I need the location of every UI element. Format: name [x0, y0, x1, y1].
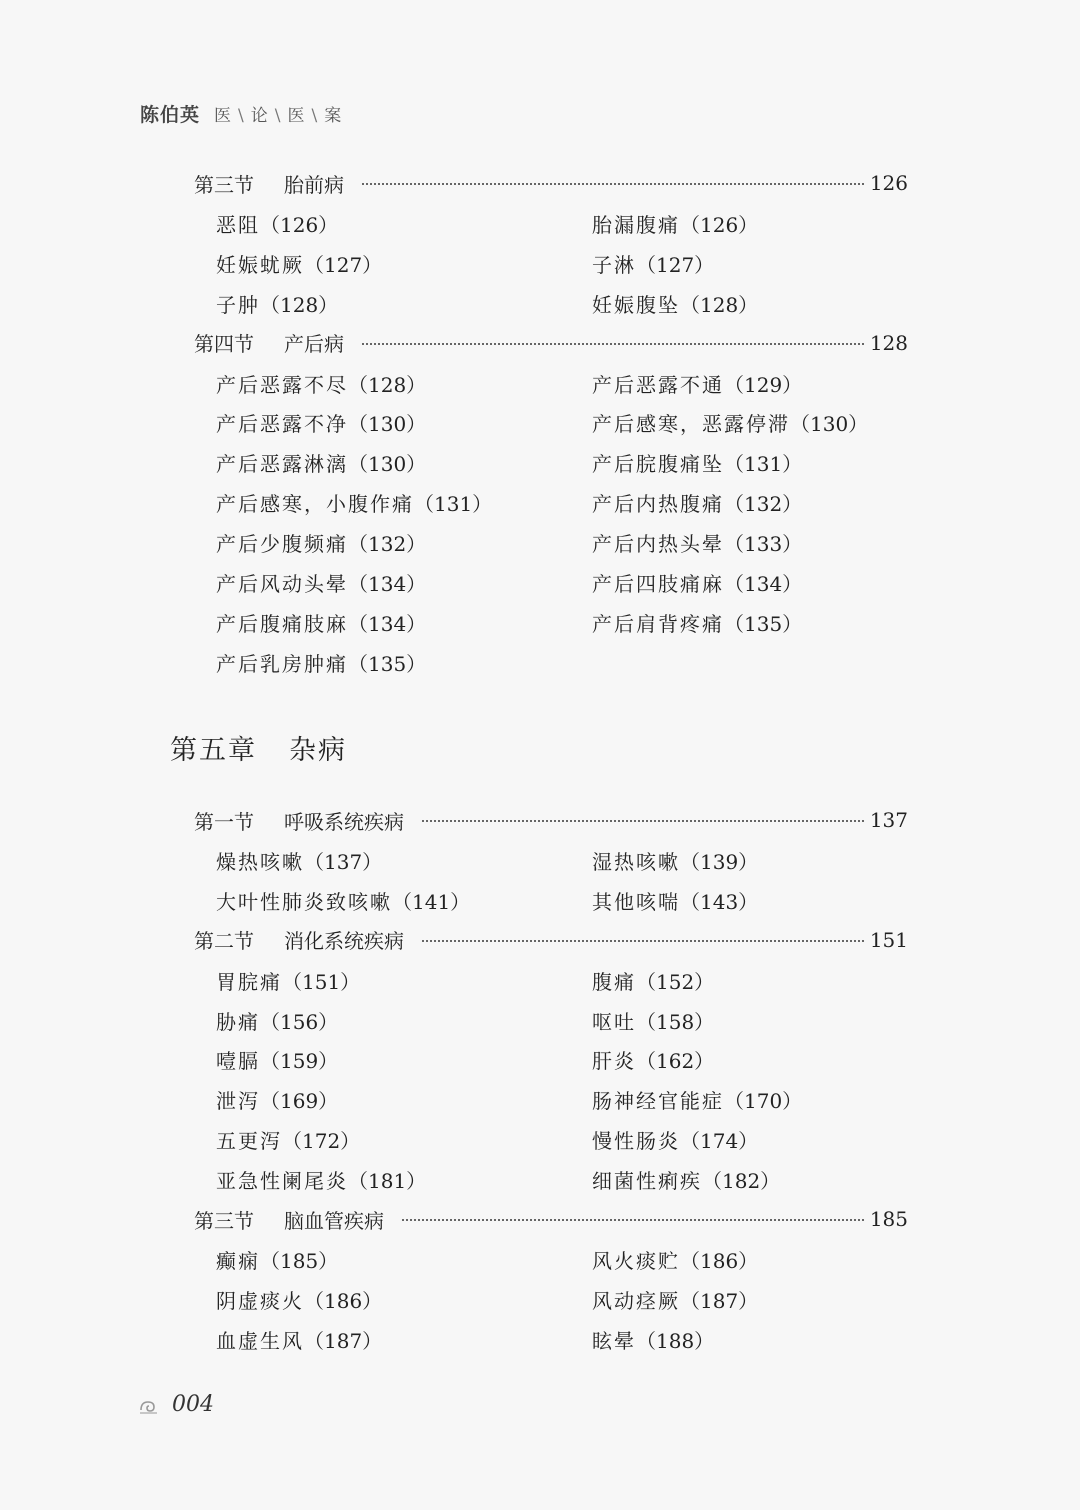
- entry-title: 风动痉厥: [592, 1288, 680, 1313]
- toc-entry[interactable]: [592, 369, 802, 398]
- entry-title: 产后恶露不净: [216, 412, 348, 437]
- entry-page: （128）: [348, 372, 427, 397]
- section-title: 呼吸系统疾病: [284, 809, 404, 834]
- entry-title: 产后感寒，小腹作痛: [216, 492, 414, 517]
- entry-title: 胁痛: [216, 1009, 260, 1034]
- entry-title: 亚急性阑尾炎: [216, 1169, 348, 1194]
- entry-title: 风火痰贮: [592, 1248, 680, 1273]
- entry-page: （131）: [414, 492, 493, 517]
- entry-page: （172）: [282, 1129, 361, 1154]
- toc-entry[interactable]: [216, 369, 426, 398]
- section-number: 第一节: [194, 809, 254, 834]
- header-separator: \: [274, 106, 281, 126]
- entry-title: 慢性肠炎: [592, 1129, 680, 1154]
- entry-page: （128）: [680, 292, 759, 317]
- entry-title: 胎漏腹痛: [592, 212, 680, 237]
- entry-title: 眩晕: [592, 1328, 636, 1353]
- section-page-number: 128: [869, 330, 908, 355]
- section-page-number: 137: [869, 808, 908, 832]
- entry-title: 产后内热腹痛: [592, 492, 724, 517]
- entry-title: 产后腹痛肢麻: [216, 611, 348, 636]
- entry-page: （126）: [260, 212, 339, 237]
- entry-page: （187）: [304, 1328, 383, 1353]
- header-separator: \: [311, 106, 318, 126]
- entry-page: （174）: [680, 1129, 759, 1154]
- entry-page: （182）: [702, 1169, 781, 1194]
- section-number: 第三节: [194, 172, 254, 197]
- entry-title: 五更泻: [216, 1129, 282, 1154]
- entry-page: （131）: [724, 452, 803, 477]
- chapter-number: 第五章: [170, 735, 257, 766]
- toc-entry[interactable]: [592, 886, 758, 915]
- section-number: 第二节: [194, 929, 254, 954]
- toc-entry[interactable]: [592, 249, 714, 278]
- entry-page: （186）: [680, 1248, 759, 1273]
- entry-page: （133）: [724, 532, 803, 557]
- header-char: 案: [324, 106, 342, 126]
- entry-title: 癫痫: [216, 1248, 260, 1273]
- toc-entry[interactable]: [216, 1325, 382, 1354]
- entry-title: 妊娠蚘厥: [216, 252, 304, 277]
- entry-title: 产后四肢痛麻: [592, 572, 724, 596]
- section-heading[interactable]: [194, 925, 908, 955]
- toc-entry[interactable]: [216, 1085, 338, 1114]
- toc-entry[interactable]: [592, 1085, 802, 1114]
- chapter-title: 杂病: [289, 735, 347, 766]
- dot-leader: [422, 820, 864, 822]
- toc-entry[interactable]: [216, 209, 338, 238]
- toc-entry[interactable]: [592, 846, 758, 875]
- entry-page: （139）: [680, 849, 759, 874]
- header-book-title: [214, 101, 341, 126]
- entry-title: 细菌性痢疾: [592, 1169, 702, 1194]
- entry-page: （132）: [348, 532, 427, 557]
- entry-title: 燥热咳嗽: [216, 849, 304, 874]
- entry-title: 产后脘腹痛坠: [592, 452, 724, 477]
- section-number: 第四节: [194, 332, 254, 357]
- entry-page: （130）: [348, 412, 427, 437]
- entry-title: 血虚生风: [216, 1328, 304, 1353]
- dot-leader: [422, 940, 864, 942]
- section-page-number: 185: [869, 1207, 908, 1231]
- toc-entry[interactable]: [216, 1006, 338, 1035]
- section-heading[interactable]: [194, 168, 908, 198]
- entry-title: 产后感寒，恶露停滞: [592, 412, 790, 437]
- entry-page: （151）: [282, 969, 361, 994]
- entry-title: 产后内热头晕: [592, 532, 724, 557]
- entry-page: （134）: [348, 572, 427, 596]
- page-footer: [138, 1392, 214, 1417]
- entry-page: （134）: [348, 611, 427, 636]
- entry-title: 产后恶露不尽: [216, 372, 348, 397]
- entry-page: （159）: [260, 1049, 339, 1074]
- toc-entry[interactable]: [592, 966, 714, 995]
- entry-title: 产后风动头晕: [216, 572, 348, 596]
- entry-title: 恶阻: [216, 212, 260, 237]
- toc-entry[interactable]: [592, 408, 868, 437]
- toc-entry[interactable]: [592, 608, 802, 637]
- toc-entry[interactable]: [216, 488, 492, 517]
- entry-title: 大叶性肺炎致咳嗽: [216, 889, 392, 914]
- toc-entry[interactable]: [216, 448, 426, 477]
- entry-title: 产后恶露淋漓: [216, 452, 348, 477]
- entry-page: （126）: [680, 212, 759, 237]
- entry-title: 泄泻: [216, 1089, 260, 1114]
- entry-title: 湿热咳嗽: [592, 849, 680, 874]
- entry-page: （185）: [260, 1248, 339, 1273]
- entry-page: （162）: [636, 1049, 715, 1074]
- entry-page: （132）: [724, 492, 803, 517]
- section-page-number: 126: [869, 171, 908, 195]
- toc-entry[interactable]: [216, 886, 470, 915]
- entry-title: 其他咳喘: [592, 889, 680, 914]
- entry-page: （130）: [790, 412, 869, 437]
- entry-title: 呕吐: [592, 1009, 636, 1034]
- toc-entry[interactable]: [592, 289, 758, 318]
- toc-entry[interactable]: [592, 1045, 714, 1074]
- chapter-heading: [170, 728, 347, 767]
- section-page-number: 151: [869, 927, 908, 952]
- toc-entry[interactable]: [592, 568, 802, 597]
- section-number: 第三节: [194, 1208, 254, 1233]
- header-char: 医: [214, 106, 232, 126]
- running-header: [140, 100, 341, 127]
- entry-page: （135）: [348, 651, 427, 676]
- entry-page: （169）: [260, 1089, 339, 1114]
- entry-page: （134）: [724, 572, 803, 596]
- toc-entry[interactable]: [216, 1285, 382, 1314]
- toc-entry[interactable]: [216, 408, 426, 437]
- header-char: 医: [287, 106, 305, 126]
- entry-page: （141）: [392, 889, 471, 914]
- entry-title: 产后恶露不通: [592, 372, 724, 397]
- entry-page: （158）: [636, 1009, 715, 1034]
- entry-title: 肠神经官能症: [592, 1089, 724, 1114]
- entry-page: （129）: [724, 372, 803, 397]
- entry-title: 胃脘痛: [216, 969, 282, 994]
- entry-title: 产后少腹频痛: [216, 532, 348, 557]
- header-author: 陈伯英: [140, 104, 201, 126]
- toc-entry[interactable]: [216, 528, 426, 557]
- toc-entry[interactable]: [216, 1045, 338, 1074]
- toc-entry[interactable]: [216, 648, 426, 677]
- toc-entry[interactable]: [592, 1245, 758, 1274]
- page-number: 004: [172, 1392, 214, 1417]
- entry-page: （170）: [724, 1089, 803, 1114]
- toc-entry[interactable]: [216, 1125, 360, 1154]
- toc-entry[interactable]: [592, 1325, 714, 1354]
- entry-title: 噎膈: [216, 1049, 260, 1074]
- entry-title: 腹痛: [592, 969, 636, 994]
- toc-entry[interactable]: [592, 1285, 758, 1314]
- toc-entry[interactable]: [216, 1165, 426, 1194]
- entry-page: （156）: [260, 1009, 339, 1034]
- entry-page: （130）: [348, 452, 427, 477]
- cloud-ornament-icon: [138, 1394, 160, 1416]
- entry-title: 肝炎: [592, 1049, 636, 1074]
- entry-title: 子淋: [592, 252, 636, 277]
- section-title: 脑血管疾病: [284, 1208, 384, 1233]
- header-char: 论: [250, 106, 268, 126]
- section-title: 消化系统疾病: [284, 929, 404, 954]
- entry-page: （143）: [680, 889, 759, 914]
- entry-page: （127）: [304, 252, 383, 277]
- section-heading[interactable]: [194, 1204, 908, 1234]
- dot-leader: [362, 343, 864, 345]
- section-title: 产后病: [284, 332, 344, 357]
- entry-title: 阴虚痰火: [216, 1288, 304, 1313]
- toc-entry[interactable]: [216, 249, 382, 278]
- section-title: 胎前病: [284, 172, 344, 197]
- toc-entry[interactable]: [592, 1125, 758, 1154]
- toc-entry[interactable]: [216, 289, 338, 318]
- toc-entry[interactable]: [592, 528, 802, 557]
- entry-title: 产后乳房肿痛: [216, 651, 348, 676]
- toc-entry[interactable]: [216, 966, 360, 995]
- entry-page: （135）: [724, 611, 803, 636]
- entry-title: 妊娠腹坠: [592, 292, 680, 317]
- entry-page: （127）: [636, 252, 715, 277]
- entry-page: （181）: [348, 1169, 427, 1194]
- toc-entry[interactable]: [592, 209, 758, 238]
- toc-entry[interactable]: [216, 568, 426, 597]
- entry-page: （137）: [304, 849, 383, 874]
- header-separator: \: [238, 106, 244, 126]
- toc-entry[interactable]: [592, 1006, 714, 1035]
- dot-leader: [362, 183, 864, 185]
- entry-page: （152）: [636, 969, 715, 994]
- dot-leader: [402, 1219, 864, 1221]
- toc-entry[interactable]: [216, 846, 382, 875]
- toc-entry[interactable]: [592, 488, 802, 517]
- section-heading[interactable]: [194, 328, 908, 358]
- toc-entry[interactable]: [592, 448, 802, 477]
- entry-title: 子肿: [216, 292, 260, 317]
- entry-title: 产后肩背疼痛: [592, 611, 724, 636]
- toc-entry[interactable]: [216, 608, 426, 637]
- entry-page: （187）: [680, 1288, 759, 1313]
- entry-page: （188）: [636, 1328, 715, 1353]
- entry-page: （186）: [304, 1288, 383, 1313]
- toc-entry[interactable]: [216, 1245, 338, 1274]
- entry-page: （128）: [260, 292, 339, 317]
- toc-entry[interactable]: [592, 1165, 780, 1194]
- section-heading[interactable]: [194, 805, 908, 835]
